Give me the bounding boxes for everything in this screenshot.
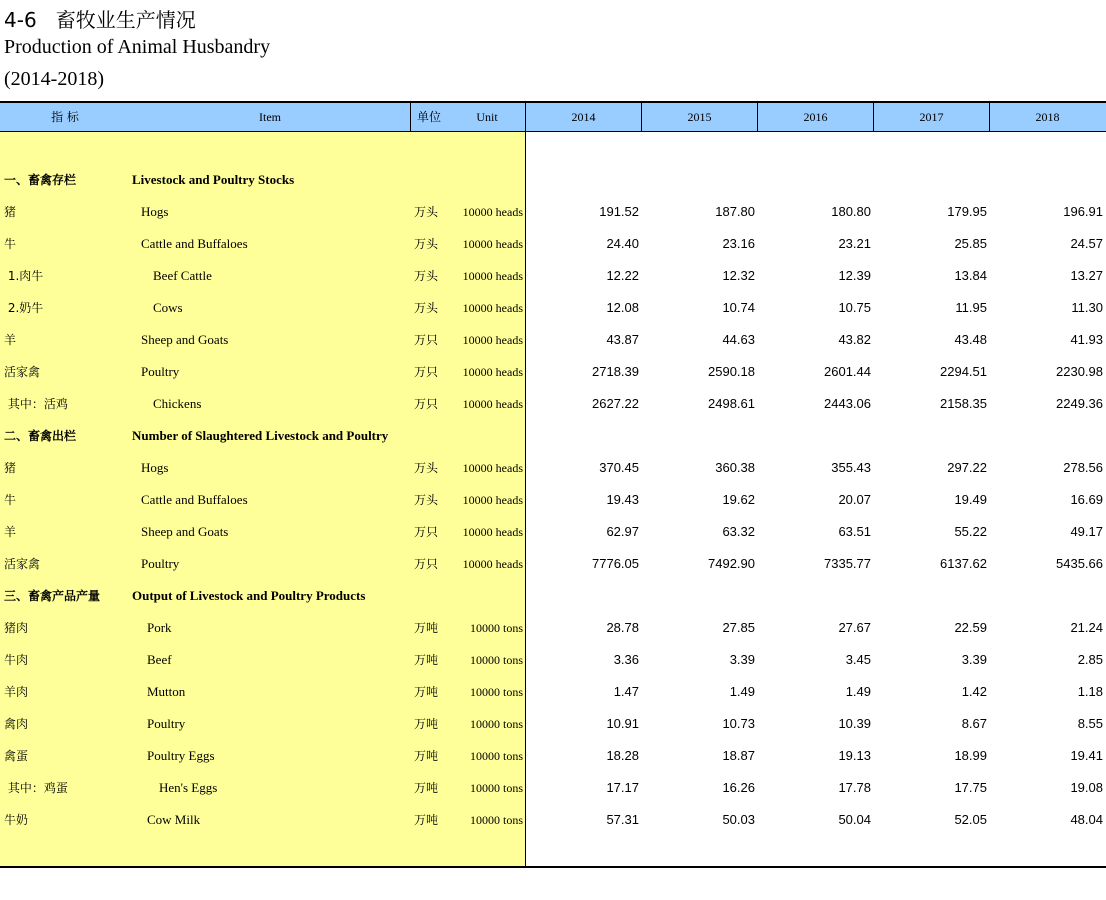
row-label-cn: 猪 — [4, 461, 17, 475]
row-label-en: Hogs — [141, 460, 169, 475]
header-unit-en: Unit — [476, 110, 498, 124]
row-label-cn: 猪肉 — [4, 621, 29, 635]
row-label-cn: 其中：活鸡 — [4, 397, 68, 411]
header-divider — [410, 103, 411, 131]
section-label-cn: 三、畜禽产品产量 — [4, 589, 101, 603]
table-row — [0, 484, 1106, 516]
row-label-en: Mutton — [147, 684, 186, 699]
value-cell: 50.04 — [838, 812, 871, 827]
unit-cn: 万吨 — [414, 781, 439, 795]
value-cell: 62.97 — [606, 524, 639, 539]
value-cell: 55.22 — [954, 524, 987, 539]
row-label-en: Cows — [153, 300, 183, 315]
value-cell: 5435.66 — [1056, 556, 1103, 571]
value-cell: 2294.51 — [940, 364, 987, 379]
value-cell: 17.17 — [606, 780, 639, 795]
unit-en: 10000 tons — [469, 653, 523, 667]
value-cell: 19.62 — [722, 492, 755, 507]
table-row — [0, 676, 1106, 708]
header-year: 2015 — [687, 110, 712, 124]
unit-cn: 万头 — [414, 461, 439, 475]
row-label-cn: 羊 — [4, 525, 17, 539]
unit-cn: 万头 — [414, 269, 439, 283]
row-label-en: Poultry — [147, 716, 186, 731]
section-row — [0, 420, 1106, 452]
table-row — [0, 452, 1106, 484]
unit-cn: 万头 — [414, 237, 439, 251]
value-cell: 23.21 — [838, 236, 871, 251]
value-cell: 2498.61 — [708, 396, 755, 411]
value-cell: 17.78 — [838, 780, 871, 795]
unit-en: 10000 heads — [462, 397, 523, 411]
table-row — [0, 804, 1106, 836]
table-bottom-rule — [0, 866, 1106, 868]
value-cell: 7492.90 — [708, 556, 755, 571]
value-cell: 6137.62 — [940, 556, 987, 571]
unit-cn: 万只 — [414, 333, 439, 347]
table-row — [0, 388, 1106, 420]
value-cell: 8.55 — [1077, 716, 1103, 731]
table-row — [0, 644, 1106, 676]
value-cell: 63.32 — [722, 524, 755, 539]
value-cell: 16.69 — [1070, 492, 1103, 507]
value-cell: 1.18 — [1077, 684, 1103, 699]
table-row — [0, 772, 1106, 804]
value-cell: 22.59 — [954, 620, 987, 635]
table-row — [0, 228, 1106, 260]
row-label-cn: 其中：鸡蛋 — [4, 781, 68, 795]
table-row — [0, 516, 1106, 548]
value-cell: 43.87 — [606, 332, 639, 347]
value-cell: 21.24 — [1070, 620, 1103, 635]
unit-cn: 万只 — [414, 365, 439, 379]
section-label-cn: 二、畜禽出栏 — [4, 429, 77, 443]
row-label-en: Hen's Eggs — [159, 780, 218, 795]
table-row — [0, 260, 1106, 292]
row-label-en: Cattle and Buffaloes — [141, 236, 248, 251]
value-cell: 24.40 — [606, 236, 639, 251]
value-cell: 187.80 — [715, 204, 755, 219]
unit-en: 10000 tons — [469, 685, 523, 699]
value-cell: 7335.77 — [824, 556, 871, 571]
section-row — [0, 164, 1106, 196]
row-label-cn: 禽蛋 — [4, 749, 29, 763]
header-item-en: Item — [259, 110, 281, 124]
unit-cn: 万吨 — [414, 749, 439, 763]
section-label-en: Number of Slaughtered Livestock and Poultry — [132, 428, 389, 443]
row-label-cn: 羊肉 — [4, 685, 29, 699]
value-cell: 12.08 — [606, 300, 639, 315]
value-cell: 2443.06 — [824, 396, 871, 411]
row-label-en: Chickens — [153, 396, 202, 411]
value-cell: 19.41 — [1070, 748, 1103, 763]
table-row — [0, 324, 1106, 356]
row-label-cn: 活家禽 — [4, 557, 41, 571]
value-cell: 10.74 — [722, 300, 755, 315]
table-row — [0, 196, 1106, 228]
value-cell: 2718.39 — [592, 364, 639, 379]
row-label-en: Poultry Eggs — [147, 748, 215, 763]
value-cell: 297.22 — [947, 460, 987, 475]
value-cell: 13.27 — [1070, 268, 1103, 283]
section-label-en: Output of Livestock and Poultry Products — [132, 588, 366, 603]
row-label-en: Cattle and Buffaloes — [141, 492, 248, 507]
value-cell: 8.67 — [961, 716, 987, 731]
unit-en: 10000 tons — [469, 621, 523, 635]
value-cell: 2230.98 — [1056, 364, 1103, 379]
row-label-en: Poultry — [141, 364, 180, 379]
value-cell: 180.80 — [831, 204, 871, 219]
row-label-en: Cow Milk — [147, 812, 201, 827]
value-cell: 19.08 — [1070, 780, 1103, 795]
unit-en: 10000 heads — [462, 301, 523, 315]
unit-en: 10000 heads — [462, 237, 523, 251]
value-cell: 2601.44 — [824, 364, 871, 379]
value-cell: 12.39 — [838, 268, 871, 283]
value-cell: 57.31 — [606, 812, 639, 827]
header-unit-cn: 单位 — [416, 110, 441, 124]
unit-cn: 万吨 — [414, 685, 439, 699]
unit-cn: 万吨 — [414, 621, 439, 635]
value-cell: 2627.22 — [592, 396, 639, 411]
value-cell: 2590.18 — [708, 364, 755, 379]
value-cell: 10.75 — [838, 300, 871, 315]
unit-en: 10000 heads — [462, 461, 523, 475]
row-label-cn: 羊 — [4, 333, 17, 347]
value-cell: 3.39 — [729, 652, 755, 667]
unit-cn: 万只 — [414, 397, 439, 411]
value-cell: 370.45 — [599, 460, 639, 475]
value-cell: 7776.05 — [592, 556, 639, 571]
row-label-cn: 活家禽 — [4, 365, 41, 379]
value-cell: 44.63 — [722, 332, 755, 347]
value-cell: 10.73 — [722, 716, 755, 731]
page-title-en: Production of Animal Husbandry — [4, 36, 271, 58]
value-cell: 20.07 — [838, 492, 871, 507]
value-cell: 10.91 — [606, 716, 639, 731]
unit-en: 10000 tons — [469, 813, 523, 827]
value-cell: 19.43 — [606, 492, 639, 507]
row-label-cn: 1.肉牛 — [4, 269, 44, 283]
value-cell: 49.17 — [1070, 524, 1103, 539]
table-row — [0, 740, 1106, 772]
unit-cn: 万吨 — [414, 717, 439, 731]
value-cell: 179.95 — [947, 204, 987, 219]
value-cell: 3.45 — [845, 652, 871, 667]
value-cell: 1.47 — [613, 684, 639, 699]
value-cell: 43.48 — [954, 332, 987, 347]
value-cell: 27.85 — [722, 620, 755, 635]
row-label-en: Hogs — [141, 204, 169, 219]
value-cell: 1.49 — [845, 684, 871, 699]
unit-en: 10000 heads — [462, 493, 523, 507]
value-cell: 2158.35 — [940, 396, 987, 411]
value-cell: 360.38 — [715, 460, 755, 475]
unit-en: 10000 tons — [469, 749, 523, 763]
row-label-en: Poultry — [141, 556, 180, 571]
value-cell: 50.03 — [722, 812, 755, 827]
table-row — [0, 548, 1106, 580]
unit-cn: 万吨 — [414, 653, 439, 667]
unit-en: 10000 heads — [462, 269, 523, 283]
value-cell: 18.28 — [606, 748, 639, 763]
value-cell: 3.36 — [613, 652, 639, 667]
unit-en: 10000 tons — [469, 781, 523, 795]
row-label-en: Beef — [147, 652, 172, 667]
value-cell: 16.26 — [722, 780, 755, 795]
unit-en: 10000 heads — [462, 525, 523, 539]
row-label-en: Sheep and Goats — [141, 332, 229, 347]
value-cell: 63.51 — [838, 524, 871, 539]
section-label-cn: 一、畜禽存栏 — [4, 173, 77, 187]
unit-en: 10000 heads — [462, 205, 523, 219]
row-label-cn: 牛肉 — [4, 653, 29, 667]
row-label-en: Beef Cattle — [153, 268, 212, 283]
page-title-years: (2014-2018) — [4, 68, 104, 90]
value-cell: 23.16 — [722, 236, 755, 251]
value-cell: 12.22 — [606, 268, 639, 283]
value-cell: 25.85 — [954, 236, 987, 251]
table-row — [0, 292, 1106, 324]
value-cell: 2.85 — [1077, 652, 1103, 667]
page-title-cn: 4-6 畜牧业生产情况 — [4, 8, 196, 32]
value-cell: 48.04 — [1070, 812, 1103, 827]
value-cell: 2249.36 — [1056, 396, 1103, 411]
row-label-cn: 牛 — [4, 493, 17, 507]
unit-cn: 万头 — [414, 205, 439, 219]
row-label-en: Sheep and Goats — [141, 524, 229, 539]
unit-en: 10000 tons — [469, 717, 523, 731]
value-cell: 191.52 — [599, 204, 639, 219]
value-cell: 19.49 — [954, 492, 987, 507]
header-indicator-cn: 指 标 — [51, 110, 79, 124]
row-label-cn: 牛奶 — [4, 813, 29, 827]
value-cell: 18.87 — [722, 748, 755, 763]
unit-cn: 万只 — [414, 557, 439, 571]
row-label-cn: 2.奶牛 — [4, 301, 44, 315]
section-row — [0, 580, 1106, 612]
value-cell: 278.56 — [1063, 460, 1103, 475]
row-label-cn: 猪 — [4, 205, 17, 219]
value-cell: 17.75 — [954, 780, 987, 795]
value-cell: 1.49 — [729, 684, 755, 699]
unit-en: 10000 heads — [462, 333, 523, 347]
header-year: 2016 — [803, 110, 828, 124]
table-header — [0, 103, 1106, 132]
value-cell: 52.05 — [954, 812, 987, 827]
section-label-en: Livestock and Poultry Stocks — [132, 172, 295, 187]
value-cell: 19.13 — [838, 748, 871, 763]
value-cell: 355.43 — [831, 460, 871, 475]
value-cell: 24.57 — [1070, 236, 1103, 251]
value-cell: 196.91 — [1063, 204, 1103, 219]
value-cell: 27.67 — [838, 620, 871, 635]
header-year: 2014 — [571, 110, 596, 124]
table-row — [0, 612, 1106, 644]
header-year: 2017 — [919, 110, 944, 124]
header-year: 2018 — [1035, 110, 1060, 124]
table-row — [0, 356, 1106, 388]
value-cell: 11.95 — [955, 300, 987, 315]
value-cell: 3.39 — [961, 652, 987, 667]
value-cell: 18.99 — [954, 748, 987, 763]
value-cell: 28.78 — [606, 620, 639, 635]
row-label-en: Pork — [147, 620, 172, 635]
value-cell: 41.93 — [1070, 332, 1103, 347]
value-cell: 43.82 — [838, 332, 871, 347]
table-row — [0, 708, 1106, 740]
unit-cn: 万头 — [414, 301, 439, 315]
value-cell: 11.30 — [1071, 300, 1103, 315]
unit-en: 10000 heads — [462, 557, 523, 571]
value-cell: 10.39 — [838, 716, 871, 731]
row-label-cn: 牛 — [4, 237, 17, 251]
value-cell: 12.32 — [722, 268, 755, 283]
row-label-cn: 禽肉 — [4, 717, 29, 731]
value-cell: 1.42 — [961, 684, 987, 699]
unit-cn: 万只 — [414, 525, 439, 539]
unit-cn: 万吨 — [414, 813, 439, 827]
unit-en: 10000 heads — [462, 365, 523, 379]
value-cell: 13.84 — [954, 268, 987, 283]
unit-cn: 万头 — [414, 493, 439, 507]
